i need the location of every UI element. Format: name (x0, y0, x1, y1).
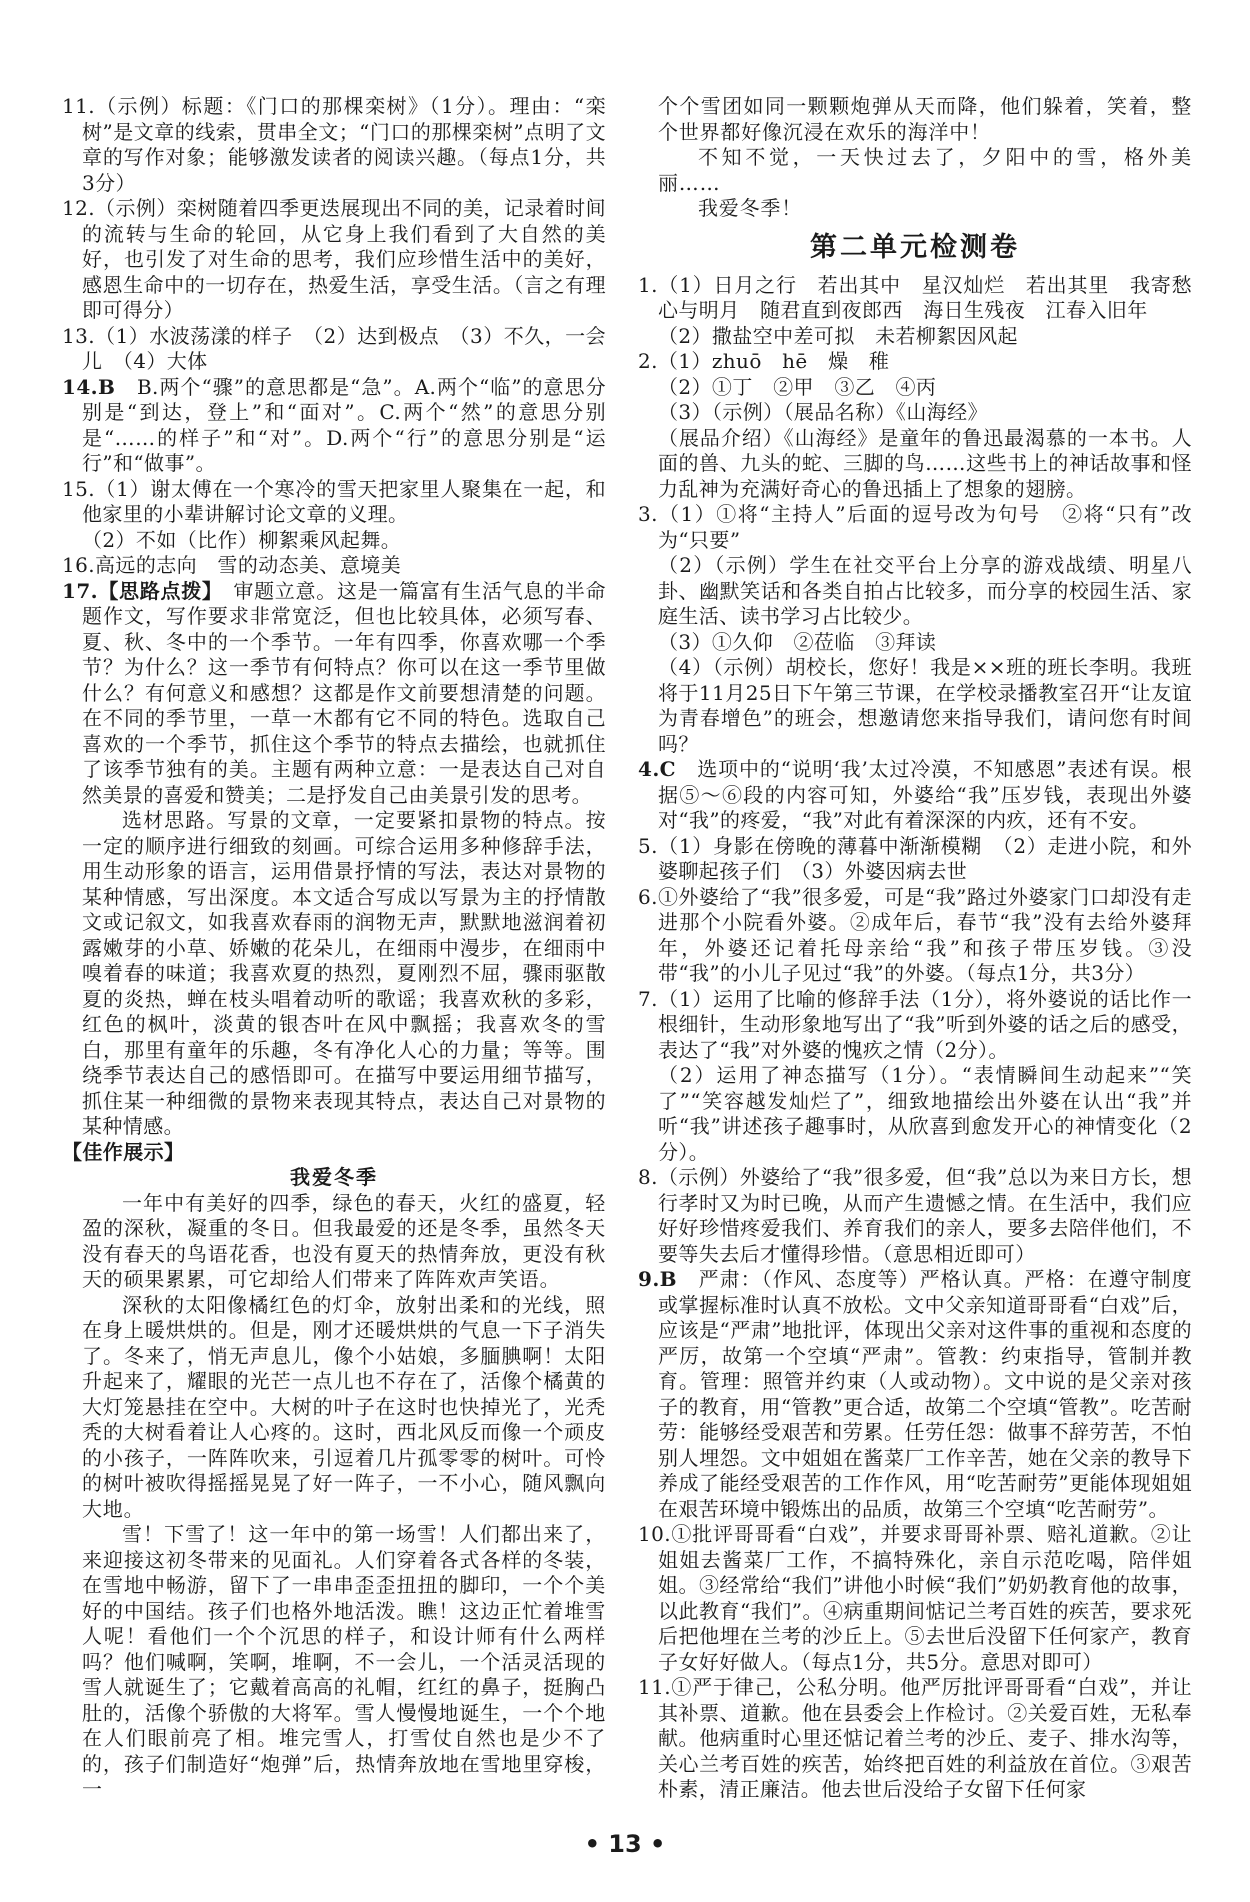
answer-text: （1）水波荡漾的样子 （2）达到极点 （3）不久，一会儿 （4）大体 (82, 323, 606, 373)
answer-15-sub: （2）不如（比作）柳絮乘风起舞。 (82, 527, 402, 552)
showcase-label: 【佳作展示】 (62, 1139, 185, 1164)
answer-text: （1）谢太傅在一个寒冷的雪天把家里人聚集在一起，和他家里的小辈讲解讨论文章的义理。 (82, 476, 606, 526)
answer-8 (638, 1165, 1192, 1267)
essay-paragraph-continued: 个个雪团如同一颗颗炮弹从天而降，他们躲着，笑着，整个世界都好像沉浸在欢乐的海洋中！ (658, 94, 1192, 144)
question-number: 11. (638, 1675, 672, 1699)
answer-3-sub: （4）（示例）胡校长，您好！我是××班的班长李明。我班将于11月25日下午第三节课，在学校录播教室召开“让友谊为青春增色”的班会，想邀请您来指导我们，请问您有时间吗？ (658, 655, 1192, 756)
essay-title: 我爱冬季 (290, 1165, 378, 1189)
question-number: 16. (62, 553, 96, 577)
answer-text: 高远的志向 雪的动态美、意境美 (95, 553, 402, 577)
answer-text: （示例）标题：《门口的那棵栾树》（1分）。理由：“栾树”是文章的线索，贯串全文；“门口的那棵栾树”点明了文章的写作对象；能够激发读者的阅读兴趣。（每点1分，共3分） (82, 94, 606, 195)
answer-2 (638, 349, 1192, 375)
answer-14 (62, 375, 606, 477)
answer-16 (62, 553, 606, 579)
question-number: 14.B (62, 374, 116, 399)
answer-1 (638, 273, 1192, 324)
left-column (62, 94, 606, 1803)
answer-7-sub: （2）运用了神态描写（1分）。“表情瞬间生动起来”“笑了”“笑容越发灿烂了”，细致地描绘出外婆在认出“我”并听“我”讲述孩子趣事时，从欣喜到愈发开心的神情变化（2分）。 (658, 1063, 1192, 1164)
essay-paragraph: 我爱冬季！ (698, 196, 802, 220)
answer-2-sub: （展品介绍）《山海经》是童年的鲁迅最渴慕的一本书。人面的兽、九头的蛇、三脚的鸟……这些书上的神话故事和怪力乱神为充满好奇心的鲁迅插上了想象的翅膀。 (658, 425, 1192, 501)
answer-text: 审题立意。这是一篇富有生活气息的半命题作文，写作要求非常宽泛，但也比较具体，必须写春、夏、秋、冬中的一个季节。一年有四季，你喜欢哪一个季节？为什么？这一季节有何特点？你可以在这一季节里做什么？有何意义和感想？这都是作文前要想清楚的问题。在不同的季节里，一草一木都有它不同的特色。选取自己喜欢的一个季节，抓住这个季节的特点去描绘，也就抓住了该季节独有的美。主题有两种立意：一是表达自己对自然美景的喜爱和赞美；二是抒发自己由美景引发的思考。 (82, 578, 606, 807)
essay-paragraph: 不知不觉，一天快过去了，夕阳中的雪，格外美丽…… (658, 145, 1192, 195)
question-number: 10. (638, 1522, 672, 1546)
answer-11-right (638, 1675, 1192, 1803)
question-number: 3. (638, 502, 658, 526)
question-number: 17.【思路点拨】 (62, 578, 213, 603)
answer-2-sub: （2）①丁 ②甲 ③乙 ④丙 (658, 374, 937, 399)
question-number: 13. (62, 323, 96, 348)
answer-11 (62, 94, 606, 196)
answer-text: 选项中的“说明‘我’太过冷漠，不知感恩”表述有误。根据⑤～⑥段的内容可知，外婆给“我”压岁钱，表现出外婆对“我”的疼爱，“我”对此有着深深的内疚，还有不安。 (658, 757, 1192, 832)
answer-text: ①严于律己，公私分明。他严厉批评哥哥看“白戏”，并让其补票、道歉。他在县委会上作检讨。②关爱百姓，无私奉献。他病重时心里还惦记着兰考的沙丘、麦子、排水沟等，关心兰考百姓的疾苦，始终把百姓的利益放在首位。③艰苦朴素，清正廉洁。他去世后没给子女留下任何家 (658, 1675, 1192, 1801)
answer-text: ①外婆给了“我”很多爱，可是“我”路过外婆家门口却没有走进那个小院看外婆。②成年后，春节“我”没有去给外婆拜年，外婆还记着托母亲给“我”和孩子带压岁钱。③没带“我”的小儿子见过“我”的外婆。（每点1分，共3分） (657, 884, 1192, 985)
answer-15 (62, 477, 606, 528)
question-number: 1. (638, 272, 658, 297)
question-number: 11. (62, 94, 96, 118)
question-number: 6. (638, 884, 658, 909)
answer-12 (62, 196, 606, 324)
answer-7 (638, 987, 1192, 1064)
answer-text: （1）运用了比喻的修辞手法（1分），将外婆说的话比作一根细针，生动形象地写出了“我”听到外婆的话之后的感受，表达了“我”对外婆的愧疚之情（2分）。 (657, 986, 1192, 1062)
answer-3-sub: （3）①久仰 ②莅临 ③拜读 (658, 629, 937, 654)
answer-5 (638, 834, 1192, 885)
section-title: 第二单元检测卷 (810, 231, 1020, 263)
question-number: 8. (638, 1165, 658, 1189)
answer-text: ①批评哥哥看“白戏”，并要求哥哥补票、赔礼道歉。②让姐姐去酱菜厂工作，不搞特殊化，亲自示范吃喝，陪伴姐姐。③经常给“我们”讲他小时候“我们”奶奶教育他的故事，以此教育“我们”。④病重期间惦记兰考百姓的疾苦，要求死后把他埋在兰考的沙丘上。⑤去世后没留下任何家产，教育子女好好做人。（每点1分，共5分。意思对即可） (658, 1522, 1192, 1674)
answer-6 (638, 885, 1192, 987)
answer-10 (638, 1522, 1192, 1675)
question-number: 12. (62, 196, 96, 220)
answer-text: （1）身影在傍晚的薄暮中渐渐模糊 （2）走进小院，和外婆聊起孩子们 （3）外婆因病去世 (657, 833, 1192, 883)
answer-9 (638, 1267, 1192, 1522)
answer-text: （示例）外婆给了“我”很多爱，但“我”总以为来日方长，想行孝时又为时已晚，从而产生遗憾之情。在生活中，我们应好好珍惜疼爱我们、养育我们的亲人，要多去陪伴他们，不要等失去后才懂得珍惜。（意思相近即可） (657, 1165, 1192, 1266)
answer-17 (62, 579, 606, 809)
question-number: 7. (638, 986, 658, 1011)
right-column (638, 94, 1192, 1803)
answer-13 (62, 324, 606, 375)
question-number: 9.B (638, 1267, 677, 1291)
question-number: 15. (62, 476, 96, 501)
essay-paragraph: 一年中有美好的四季，绿色的春天，火红的盛夏，轻盈的深秋，凝重的冬日。但我最爱的还是冬季，虽然冬天没有春天的鸟语花香，也没有夏天的热情奔放，更没有秋天的硕果累累，可它却给人们带来了阵阵欢声笑语。 (82, 1190, 606, 1291)
question-number: 4.C (638, 757, 676, 781)
essay-paragraph: 雪！下雪了！这一年中的第一场雪！人们都出来了，来迎接这初冬带来的见面礼。人们穿着各式各样的冬装，在雪地中畅游，留下了一串串歪歪扭扭的脚印，一个个美好的中国结。孩子们也格外地活泼。瞧！这边正忙着堆雪人呢！看他们一个个沉思的样子，和设计师有什么两样吗？他们喊啊，笑啊，堆啊，不一会儿，一个活灵活现的雪人就诞生了；它戴着高高的礼帽，红红的鼻子，挺胸凸肚的，活像个骄傲的大将军。雪人慢慢地诞生，一个个地在人们眼前亮了相。堆完雪人，打雪仗自然也是少不了的，孩子们制造好“炮弹”后，热情奔放地在雪地里穿梭，一 (82, 1522, 606, 1801)
answer-3-sub: （2）（示例）学生在社交平台上分享的游戏战绩、明星八卦、幽默笑话和各类自拍占比较多，而分享的校园生活、家庭生活、读书学习占比较少。 (658, 553, 1192, 628)
answer-2-sub: （3）（示例）（展品名称）《山海经》 (658, 400, 988, 424)
question-number: 2. (638, 349, 658, 373)
answer-4 (638, 757, 1192, 834)
answer-text: （1）zhuō hē 燥 稚 (657, 349, 890, 373)
answer-1-sub: （2）撒盐空中差可拟 未若柳絮因风起 (658, 323, 1018, 348)
answer-text: （示例）栾树随着四季更迭展现出不同的美，记录着时间的流转与生命的轮回，从它身上我们看到了大自然的美好，也引发了对生命的思考，我们应珍惜生活中的美好，感恩生命中的一切存在，热爱生活，享受生活。（言之有理即可得分） (82, 196, 606, 322)
answer-text: （1）日月之行 若出其中 星汉灿烂 若出其里 我寄愁心与明月 随君直到夜郎西 海日生残夜 江春入旧年 (657, 272, 1192, 322)
answer-text: 严肃：（作风、态度等）严格认真。严格：在遵守制度或掌握标准时认真不放松。文中父亲知道哥哥看“白戏”后，应该是“严肃”地批评，体现出父亲对这件事的重视和态度的严厉，故第一个空填“严肃”。管教：约束指导，管制并教育。管理：照管并约束（人或动物）。文中说的是父亲对孩子的教育，用“管教”更合适，故第二个空填“管教”。吃苦耐劳：能够经受艰苦和劳累。任劳任怨：做事不辞劳苦，不怕别人埋怨。文中姐姐在酱菜厂工作辛苦，她在父亲的教导下养成了能经受艰苦的工作作风，用“吃苦耐劳”更能体现姐姐在艰苦环境中锻炼出的品质，故第三个空填“吃苦耐劳”。 (658, 1267, 1192, 1521)
answer-text: B.两个“骤”的意思都是“急”。A.两个“临”的意思分别是“到达，登上”和“面对”。C.两个“然”的意思分别是“……的样子”和“对”。D.两个“行”的意思分别是“运行”和“做事”。 (82, 374, 606, 475)
essay-paragraph: 深秋的太阳像橘红色的灯伞，放射出柔和的光线，照在身上暖烘烘的。但是，刚才还暖烘烘的气息一下子消失了。冬来了，悄无声息儿，像个小姑娘，多腼腆啊！太阳升起来了，耀眼的光芒一点儿也不存在了，活像个橘黄的大灯笼悬挂在空中。大树的叶子在这时也快掉光了，光秃秃的大树看着让人心疼的。这时，西北风反而像一个顽皮的小孩子，一阵阵吹来，引逗着几片孤零零的树叶。可怜的树叶被吹得摇摇晃晃了好一阵子，一不小心，随风飘向大地。 (82, 1292, 606, 1521)
question-number: 5. (638, 833, 658, 858)
answer-3 (638, 502, 1192, 553)
answer-17-para2: 选材思路。写景的文章，一定要紧扣景物的特点。按一定的顺序进行细致的刻画。可综合运用多种修辞手法，用生动形象的语言，运用借景抒情的写法，表达对景物的某种情感，写出深度。本文适合写成以写景为主的抒情散文或记叙文，如我喜欢春雨的润物无声，默默地滋润着初露嫩芽的小草、娇嫩的花朵儿，在细雨中漫步，在细雨中嗅着春的味道；我喜欢夏的热烈，夏刚烈不屈，骤雨驱散夏的炎热，蝉在枝头唱着动听的歌谣；我喜欢秋的多彩，红色的枫叶，淡黄的银杏叶在风中飘摇；我喜欢冬的雪白，那里有童年的乐趣，冬有净化人心的力量；等等。围绕季节表达自己的感悟即可。在描写中要运用细节描写，抓住某一种细微的景物来表现其特点，表达自己对景物的某种情感。 (82, 808, 606, 1138)
answer-text: （1）①将“主持人”后面的逗号改为句号 ②将“只有”改为“只要” (657, 502, 1192, 552)
page-number: • 13 • (0, 1830, 1250, 1858)
